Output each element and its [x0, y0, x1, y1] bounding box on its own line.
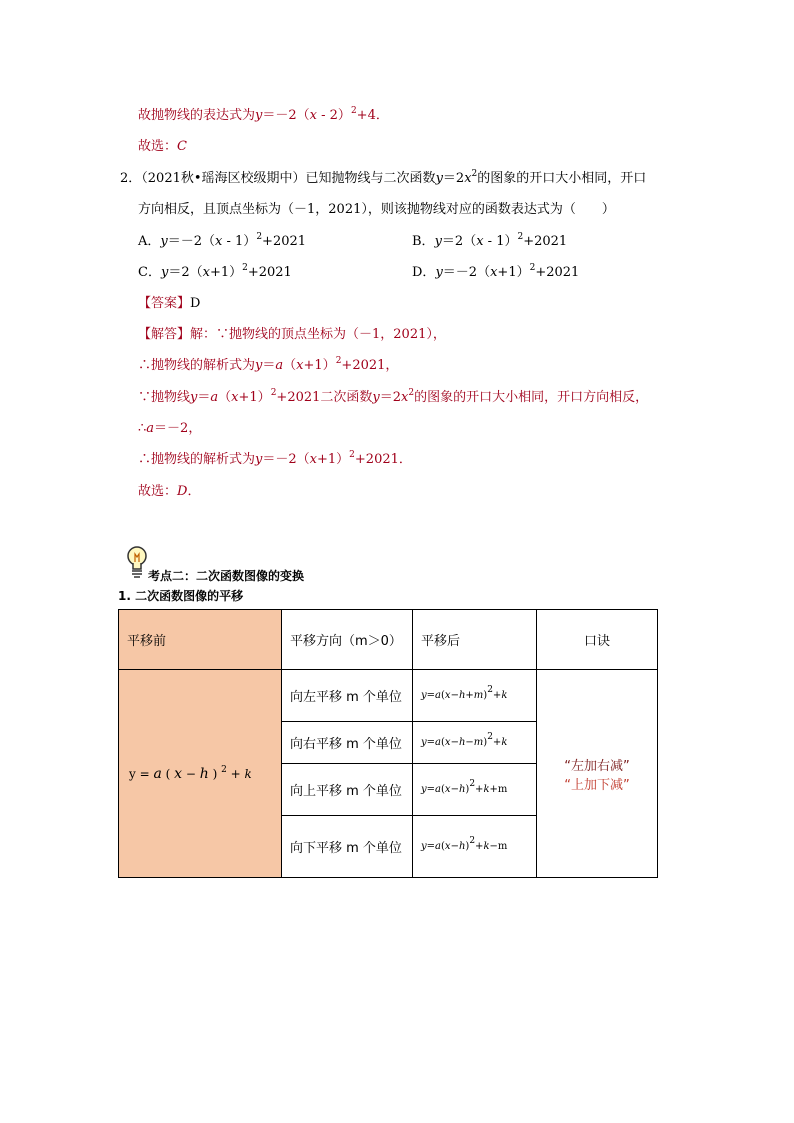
mnemonic-horizontal: “左加右减” — [564, 758, 630, 774]
direction-left: 向左平移 m 个单位 — [282, 670, 413, 722]
section-subtitle: 1. 二次函数图像的平移 — [118, 589, 244, 603]
solution-line-3: ∵抛物线$y=a(x+1)^2+2021$二次函数$y=2x^2$的图象的开口大小相同，开口方向相反， — [138, 388, 649, 405]
question-2-stem-line-2: 方向相反，且顶点坐标为（－1，2021），则该抛物线对应的函数表达式为（ ） — [138, 202, 615, 217]
option-d: D．$y=-2(x+1)^2+2021$ — [412, 263, 580, 280]
option-a: A．y＝－2（x - 1）$^2$+2021 — [138, 232, 307, 249]
direction-up: 向上平移 m 个单位 — [282, 764, 413, 816]
after-right: $y=a(x-h-m)^2+k$ — [413, 722, 537, 764]
option-c: C．$y=2(x+1)^2+2021$ — [138, 263, 292, 280]
solution-line-1: 【解答】解：∵抛物线的顶点坐标为（－1，2021）， — [138, 327, 446, 342]
option-b: B．y＝2（x - 1）$^2$+2021 — [412, 232, 568, 249]
question-source: （2021秋•瑶海区校级期中） — [141, 171, 306, 186]
answer-value: D — [190, 296, 201, 311]
solution-line-5: ∴抛物线的解析式为$y=-2(x+1)^2+2021$． — [138, 450, 412, 467]
before-formula-cell: y = a ( x − h ) $^2$ + k — [119, 670, 282, 878]
table-header-row — [119, 610, 658, 670]
header-after: 平移后 — [413, 610, 537, 670]
header-direction: 平移方向（m＞0） — [282, 610, 413, 670]
mnemonic-cell — [537, 670, 658, 878]
question-2-stem-line-1: 2．（2021秋•瑶海区校级期中）已知抛物线与二次函数$y=2x^2$的图象的开口大小相同，开口 — [120, 169, 647, 186]
table-row — [119, 670, 658, 722]
section-title: 考点二：二次函数图像的变换 — [148, 569, 305, 583]
answer-label: 【答案】 — [138, 296, 191, 311]
solution-line-2: ∴抛物线的解析式为$y=a(x+1)^2+2021$， — [138, 356, 399, 373]
prev-solution-line-2: 故选：C — [138, 139, 187, 154]
solution-line-4: ∴a＝－2， — [138, 421, 202, 436]
after-down: $y=a(x-h)^2+k-m$ — [413, 816, 537, 878]
question-number: 2． — [120, 171, 142, 186]
prev-solution-line-1: 故抛物线的表达式为y＝－2（x - 2）$^2$+4． — [138, 106, 389, 123]
after-left: $y=a(x-h+m)^2+k$ — [413, 670, 537, 722]
header-before: 平移前 — [119, 610, 282, 670]
answer-line — [138, 292, 200, 311]
direction-down: 向下平移 m 个单位 — [282, 816, 413, 878]
header-mnemonic: 口诀 — [537, 610, 658, 670]
translation-table — [118, 609, 658, 878]
lightbulb-icon — [126, 545, 148, 579]
solution-label: 【解答】 — [138, 327, 191, 342]
mnemonic-vertical: “上加下减” — [564, 777, 630, 793]
after-up: $y=a(x-h)^2+k+m$ — [413, 764, 537, 816]
solution-line-6: 故选：D． — [138, 484, 201, 499]
direction-right: 向右平移 m 个单位 — [282, 722, 413, 764]
